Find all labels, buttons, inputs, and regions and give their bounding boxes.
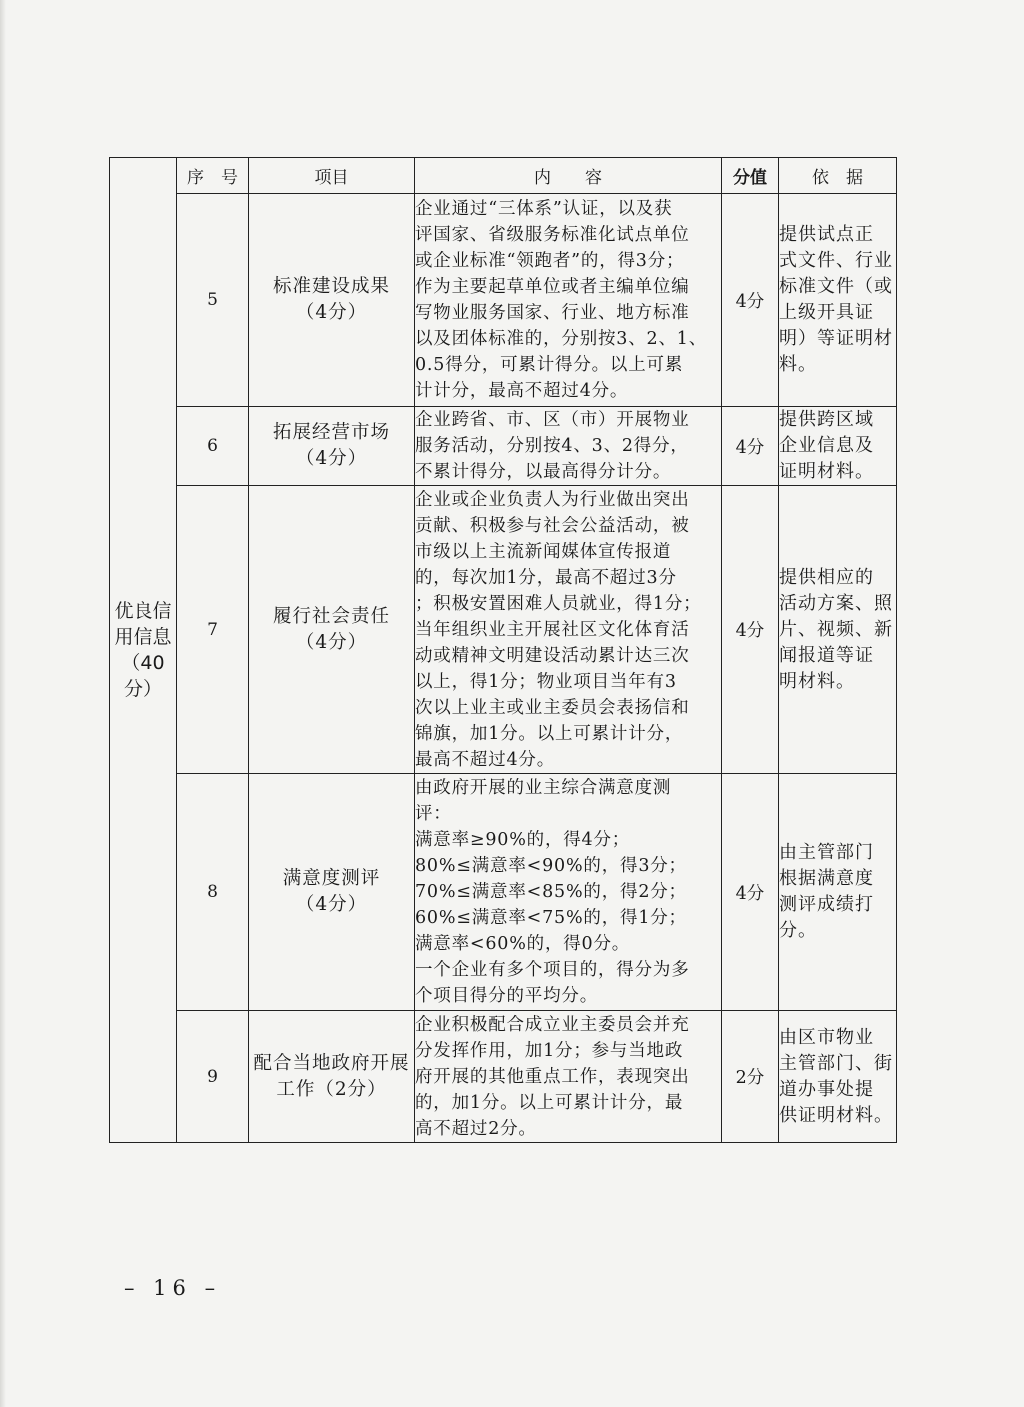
category-line: 优良信 (114, 600, 172, 622)
table-row (110, 1011, 897, 1143)
content-line: 0.5得分，可累计得分。以上可累 (415, 355, 684, 375)
row-score: 4分 (722, 194, 779, 407)
basis-line: 分。 (779, 920, 817, 941)
row-index: 5 (177, 194, 249, 407)
content-line: 高不超过2分。 (415, 1118, 537, 1139)
row-score: 4分 (722, 407, 779, 486)
content-line: 由政府开展的业主综合满意度测 (415, 778, 672, 798)
content-line: 评国家、省级服务标准化试点单位 (415, 225, 690, 245)
row-item (249, 407, 415, 486)
content-line: 个项目得分的平均分。 (415, 986, 598, 1006)
basis-line: 明材料。 (779, 670, 855, 692)
item-line: （4分） (295, 448, 368, 469)
content-line: 作为主要起草单位或者主编单位编 (415, 277, 690, 297)
content-line: 80%≤满意率<90%的，得3分； (415, 856, 687, 876)
item-line: 拓展经营市场 (272, 422, 390, 443)
row-content (415, 407, 722, 486)
content-line: 一个企业有多个项目的，得分为多 (415, 960, 690, 980)
item-line: 满意度测评 (282, 868, 381, 889)
content-line: 企业积极配合成立业主委员会并充 (415, 1014, 690, 1035)
basis-line: 式文件、行业 (779, 250, 893, 271)
row-index: 9 (177, 1011, 249, 1143)
basis-line: 标准文件（或 (779, 276, 893, 297)
basis-line: 片、视频、新 (779, 618, 893, 640)
table-row (110, 774, 897, 1011)
row-item (249, 774, 415, 1011)
category-line: 分） (123, 678, 162, 700)
row-index: 6 (177, 407, 249, 486)
content-line: 最高不超过4分。 (415, 749, 556, 770)
content-line: 评： (415, 804, 452, 824)
page-number: – 16 – (124, 1276, 222, 1300)
content-line: 次以上业主或业主委员会表扬信和 (415, 697, 690, 718)
header-basis: 依 据 (779, 158, 897, 194)
category-line: 用信息 (114, 626, 172, 648)
content-line: 70%≤满意率<85%的，得2分； (415, 882, 687, 902)
content-line: 企业通过“三体系”认证，以及获 (415, 199, 673, 219)
item-line: 标准建设成果 (272, 276, 390, 297)
basis-line: 提供跨区域 (779, 409, 874, 430)
basis-line: 供证明材料。 (779, 1104, 893, 1126)
row-score: 4分 (722, 486, 779, 774)
content-line: 锦旗，加1分。以上可累计计分， (415, 723, 684, 744)
basis-line: 测评成绩打 (779, 894, 874, 915)
item-line: （4分） (295, 894, 368, 915)
content-line: 分发挥作用，加1分；参与当地政 (415, 1040, 684, 1061)
content-line: 的，每次加1分，最高不超过3分 (415, 567, 677, 588)
category-cell (110, 158, 177, 1143)
item-line: 履行社会责任 (272, 605, 390, 627)
basis-line: 上级开具证 (779, 302, 874, 323)
basis-line: 明）等证明材 (779, 328, 893, 349)
header-item: 项目 (249, 158, 415, 194)
item-line: 工作（2分） (276, 1078, 387, 1100)
content-line: ；积极安置困难人员就业，得1分； (415, 593, 702, 614)
row-basis (779, 774, 897, 1011)
content-line: 贡献、积极参与社会公益活动，被 (415, 515, 690, 536)
content-line: 动或精神文明建设活动累计达三次 (415, 645, 690, 666)
content-line: 计计分，最高不超过4分。 (415, 381, 629, 401)
content-line: 市级以上主流新闻媒体宣传报道 (415, 541, 672, 562)
basis-line: 由区市物业 (779, 1026, 874, 1048)
header-index: 序 号 (177, 158, 249, 194)
row-content (415, 486, 722, 774)
header-content: 内 容 (415, 158, 722, 194)
content-line: 府开展的其他重点工作，表现突出 (415, 1066, 690, 1087)
content-line: 服务活动，分别按4、3、2得分， (415, 436, 689, 456)
content-line: 企业或企业负责人为行业做出突出 (415, 489, 690, 510)
content-line: 当年组织业主开展社区文化体育活 (415, 619, 690, 640)
basis-line: 活动方案、照 (779, 592, 893, 614)
basis-line: 证明材料。 (779, 461, 874, 482)
row-basis (779, 407, 897, 486)
row-index: 7 (177, 486, 249, 774)
content-line: 不累计得分，以最高得分计分。 (415, 462, 672, 482)
row-item (249, 486, 415, 774)
content-line: 的，加1分。以上可累计计分，最 (415, 1092, 684, 1113)
content-line: 以上，得1分；物业项目当年有3 (415, 671, 677, 692)
row-basis (779, 194, 897, 407)
content-line: 企业跨省、市、区（市）开展物业 (415, 410, 690, 430)
content-line: 或企业标准“领跑者”的，得3分； (415, 251, 685, 271)
item-line: （4分） (295, 302, 368, 323)
basis-line: 道办事处提 (779, 1078, 874, 1100)
basis-line: 由主管部门 (779, 842, 874, 863)
row-item (249, 1011, 415, 1143)
scan-edge (0, 0, 6, 1407)
content-line: 60%≤满意率<75%的，得1分； (415, 908, 687, 928)
row-item (249, 194, 415, 407)
header-row (110, 158, 897, 194)
item-line: 配合当地政府开展 (253, 1052, 410, 1074)
basis-line: 主管部门、街 (779, 1052, 893, 1074)
basis-line: 闻报道等证 (779, 644, 874, 666)
row-content (415, 194, 722, 407)
basis-line: 料。 (779, 354, 817, 375)
header-score: 分值 (722, 158, 779, 194)
row-score: 2分 (722, 1011, 779, 1143)
content-line: 满意率<60%的，得0分。 (415, 934, 631, 954)
row-basis (779, 486, 897, 774)
basis-line: 企业信息及 (779, 435, 874, 456)
item-line: （4分） (295, 631, 368, 653)
row-content (415, 1011, 722, 1143)
table-row (110, 194, 897, 407)
content-line: 写物业服务国家、行业、地方标准 (415, 303, 690, 323)
row-score: 4分 (722, 774, 779, 1011)
basis-line: 根据满意度 (779, 868, 874, 889)
category-line: （40 (121, 652, 165, 674)
content-line: 以及团体标准的，分别按3、2、1、 (415, 329, 708, 349)
table-row (110, 407, 897, 486)
basis-line: 提供相应的 (779, 566, 874, 588)
row-content (415, 774, 722, 1011)
basis-line: 提供试点正 (779, 224, 874, 245)
credit-score-table (109, 157, 897, 1143)
row-basis (779, 1011, 897, 1143)
table-row (110, 486, 897, 774)
content-line: 满意率≥90%的，得4分； (415, 830, 631, 850)
row-index: 8 (177, 774, 249, 1011)
